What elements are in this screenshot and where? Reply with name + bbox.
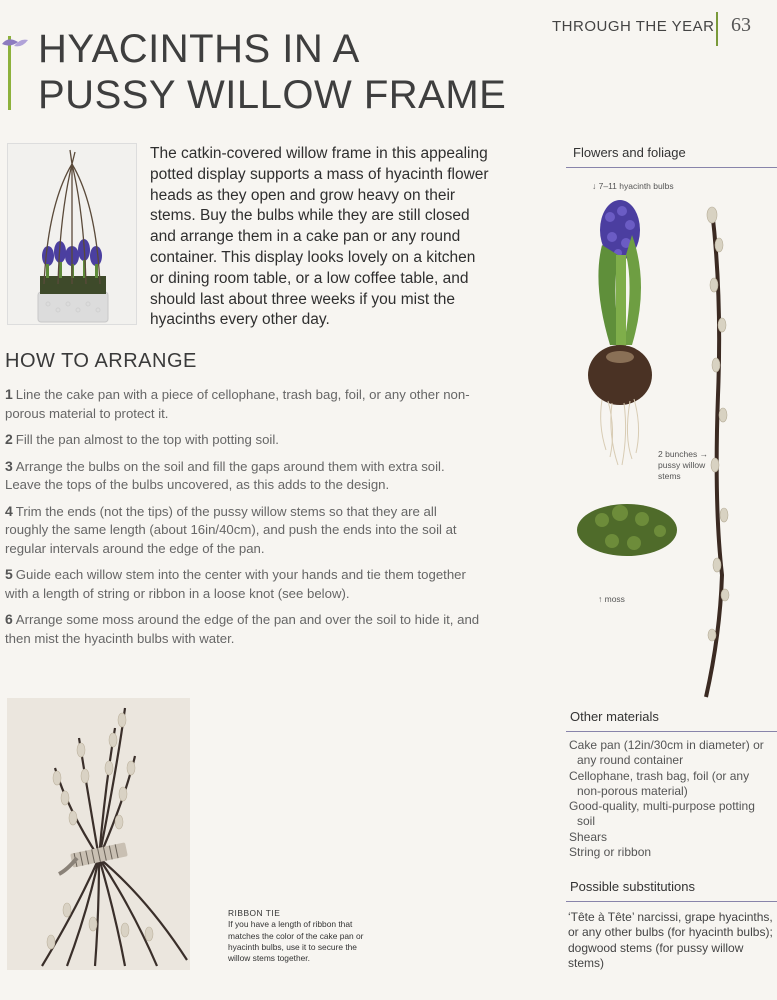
leaf-icon [0,34,30,54]
hyacinth-display-photo [7,143,137,325]
steps-list [5,385,480,655]
page-number: 63 [731,14,751,36]
header-divider [716,12,718,46]
list-item: Good-quality, multi-purpose potting soil [569,799,755,829]
bulbs-label: ↓ 7–11 hyacinth bulbs [592,181,674,191]
substitutions-heading: Possible substitutions [570,879,696,894]
step-1: 1 Line the cake pan with a piece of cellophane, trash bag, foil, or any other non-porous material to protect it. [5,386,470,421]
ribbon-tie-caption [228,908,378,964]
other-materials-rule [566,731,777,732]
list-item: Cellophane, trash bag, foil (or any non-porous material) [569,768,750,798]
how-to-heading: HOW TO ARRANGE [5,350,197,372]
moss-label: ↑ moss [598,594,625,604]
other-materials-heading: Other materials [570,709,659,724]
substitutions-rule [566,901,777,902]
other-materials-list [569,738,774,860]
step-5: 5 Guide each willow stem into the center with your hands and tie them together with a length of string or ribbon in a loose knot (see below). [5,566,466,601]
list-item: String or ribbon [569,845,652,860]
materials-photo [572,175,777,705]
step-4: 4 Trim the ends (not the tips) of the pussy willow stems so that they are all roughly the same length (about 16in/40cm), and push the ends into the soil at regular intervals around the edge of the pan. [5,502,457,556]
step-2: 2 Fill the pan almost to the top with potting soil. [5,431,279,447]
list-item: Shears [569,829,608,844]
page-title-line-1: HYACINTHS IN A [38,27,360,71]
substitutions-text: ‘Tête à Tête’ narcissi, grape hyacinths, or any other bulbs (for hyacinth bulbs); dogwood stems (for pussy willow stems) [568,910,773,970]
flowers-foliage-rule [566,167,777,168]
step-6: 6 Arrange some moss around the edge of the pan and over the soil to hide it, and then mist the hyacinth bulbs with water. [5,611,480,646]
flowers-foliage-heading: Flowers and foliage [573,145,686,160]
page-title-line-2: PUSSY WILLOW FRAME [38,73,507,117]
list-item: Cake pan (12in/30cm in diameter) or any round container [569,738,764,768]
caption-title: RIBBON TIE [228,908,281,918]
caption-text: If you have a length of ribbon that matches the color of the cake pan or hyacinth bulbs, use it to secure the willow stems together. [228,919,364,964]
step-3: 3 Arrange the bulbs on the soil and fill the gaps around them with extra soil. Leave the tops of the bulbs uncovered, as this adds to the design. [5,457,445,492]
ribbon-tie-photo [7,698,190,970]
willow-label: 2 bunches → pussy willow stems [658,449,709,481]
intro-paragraph: The catkin-covered willow frame in this appealing potted display supports a mass of hyacinth flower heads as they open and grow heavy on their stems. Buy the bulbs while they are still closed and arrange them in a cake pan or any round container. This display looks lovely on a kitchen or dining room table, or a low coffee table, and should last about three weeks if you mist the hyacinths every other day. [150,145,489,329]
section-title: THROUGH THE YEAR [552,18,715,35]
page-title [38,26,506,118]
